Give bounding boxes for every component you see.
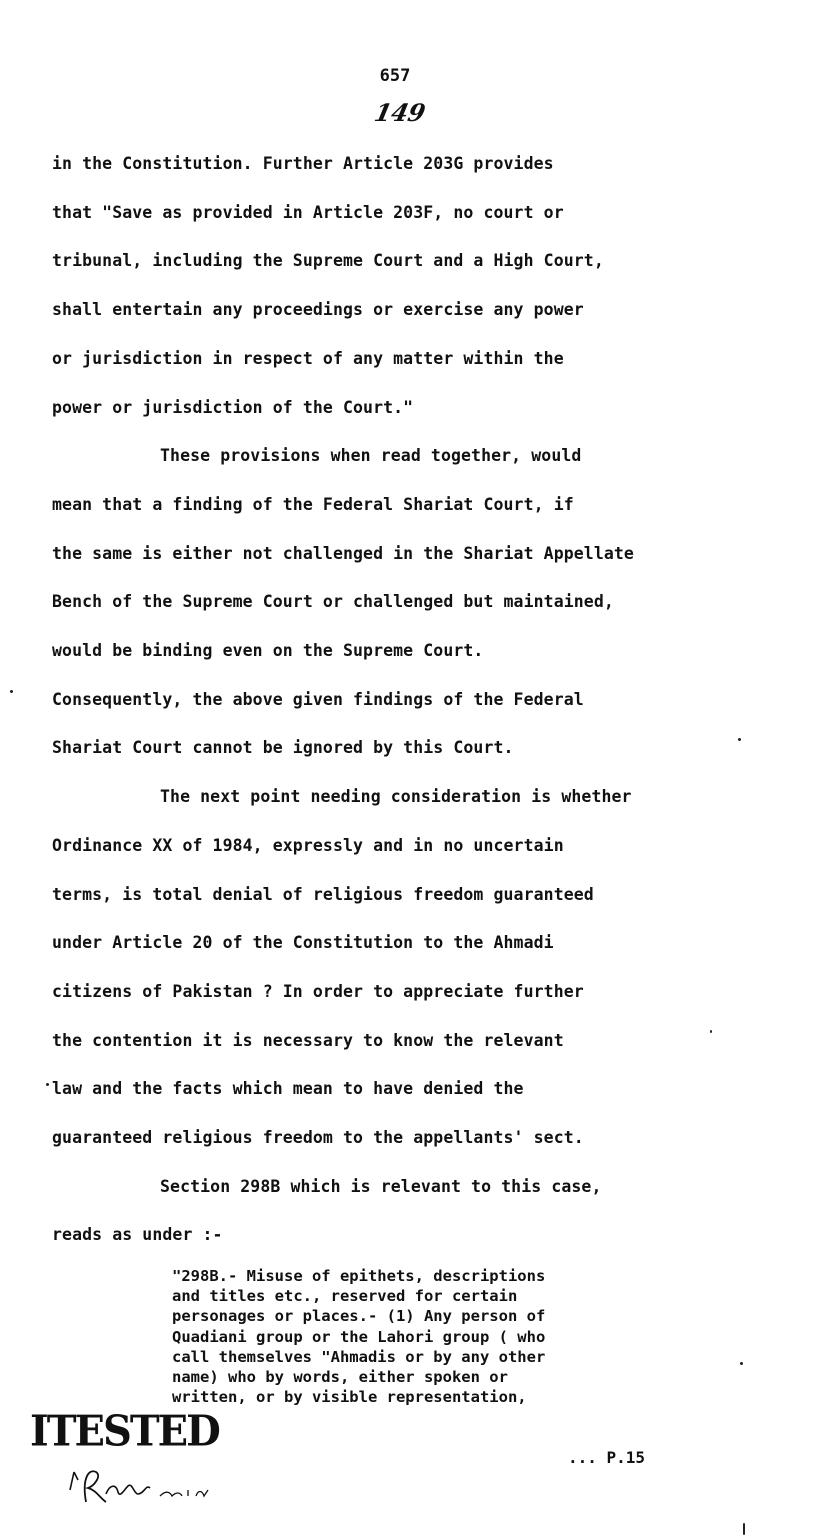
body-line: The next point needing consideration is whether xyxy=(160,787,632,807)
body-line: would be binding even on the Supreme Court. xyxy=(52,641,484,661)
attested-stamp: ITESTED xyxy=(30,1406,219,1457)
quoted-statute xyxy=(172,1266,732,1407)
quote-line: written, or by visible representation, xyxy=(172,1388,527,1407)
body-line: citizens of Pakistan ? In order to appreciate further xyxy=(52,981,584,1001)
body-text xyxy=(52,140,792,1260)
body-line: terms, is total denial of religious freedom guaranteed xyxy=(52,884,594,904)
body-line: power or jurisdiction of the Court." xyxy=(52,397,414,417)
scan-speck xyxy=(740,1362,743,1365)
body-line: the contention it is necessary to know the relevant xyxy=(52,1030,564,1050)
body-line: mean that a finding of the Federal Shariat Court, if xyxy=(52,494,574,514)
body-line: guaranteed religious freedom to the appellants' sect. xyxy=(52,1128,584,1148)
quote-line: and titles etc., reserved for certain xyxy=(172,1287,518,1306)
quote-line: personages or places.- (1) Any person of xyxy=(172,1307,546,1326)
scan-speck xyxy=(10,690,13,693)
body-line: Ordinance XX of 1984, expressly and in no uncertain xyxy=(52,835,564,855)
body-line: law and the facts which mean to have denied the xyxy=(52,1079,524,1099)
body-line: or jurisdiction in respect of any matter within the xyxy=(52,348,564,368)
body-line: the same is either not challenged in the Shariat Appellate xyxy=(52,543,634,563)
quote-line: name) who by words, either spoken or xyxy=(172,1368,508,1387)
scan-speck xyxy=(738,738,741,741)
continuation-marker: ... P.15 xyxy=(568,1448,646,1467)
body-line: Shariat Court cannot be ignored by this Court. xyxy=(52,738,514,758)
body-line: tribunal, including the Supreme Court and a High Court, xyxy=(52,251,604,271)
body-line: Section 298B which is relevant to this case, xyxy=(160,1176,602,1196)
scan-speck xyxy=(46,1083,49,1086)
page-number: 657 xyxy=(379,66,411,86)
body-line: under Article 20 of the Constitution to the Ahmadi xyxy=(52,933,554,953)
quote-line: call themselves "Ahmadis or by any other xyxy=(172,1347,546,1366)
body-line: in the Constitution. Further Article 203G provides xyxy=(52,154,554,173)
signature-icon xyxy=(62,1450,242,1510)
handwritten-page-number: 149 xyxy=(371,98,429,127)
body-line: Consequently, the above given findings of the Federal xyxy=(52,689,584,709)
body-line: that "Save as provided in Article 203F, no court or xyxy=(52,202,564,222)
quote-line: "298B.- Misuse of epithets, descriptions xyxy=(172,1267,546,1285)
body-line: These provisions when read together, would xyxy=(160,446,582,466)
scan-speck xyxy=(710,1030,712,1033)
body-line: Bench of the Supreme Court or challenged but maintained, xyxy=(52,592,614,612)
body-line: reads as under :- xyxy=(52,1225,223,1245)
scan-speck xyxy=(743,1523,745,1535)
body-line: shall entertain any proceedings or exercise any power xyxy=(52,300,584,320)
quote-line: Quadiani group or the Lahori group ( who xyxy=(172,1327,546,1346)
